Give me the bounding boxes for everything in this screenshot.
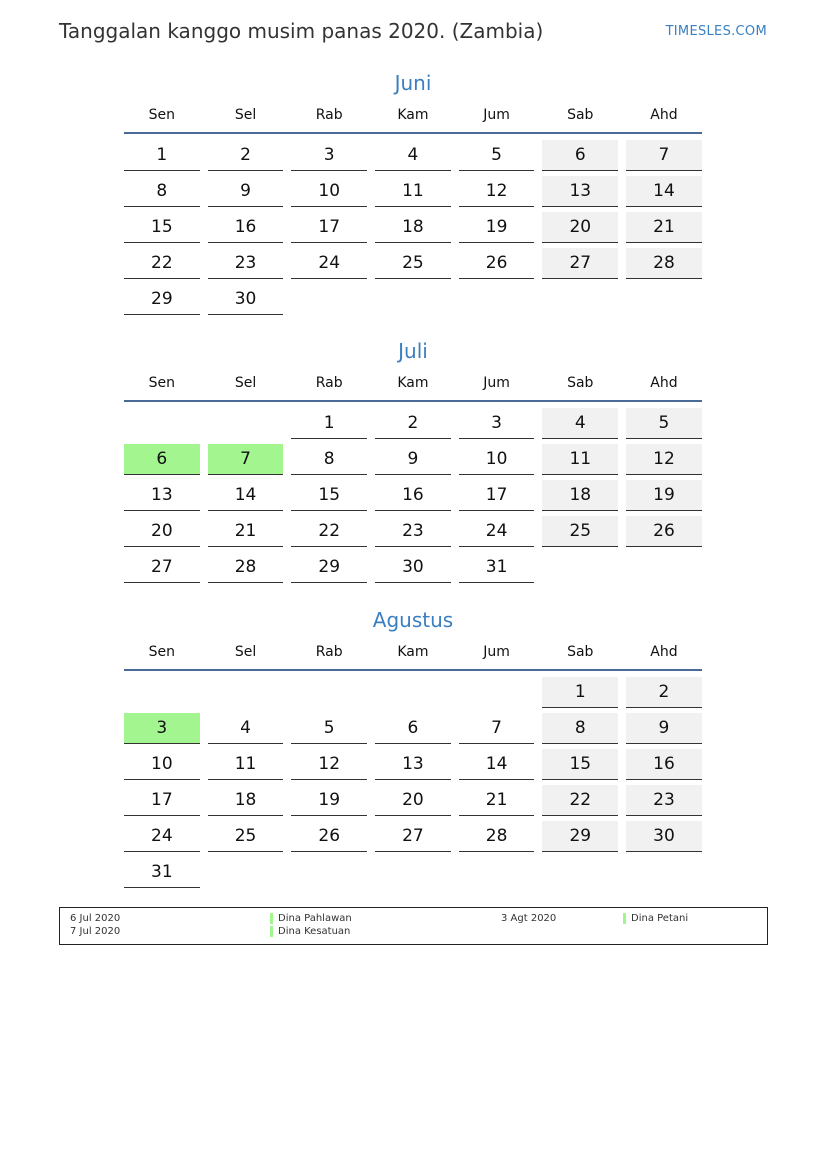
- day-cell: 4: [208, 713, 284, 744]
- weekday-header: [120, 635, 706, 669]
- calendar-cell: [120, 783, 204, 819]
- day-cell: 11: [375, 176, 451, 207]
- weekday-label: Sel: [234, 644, 257, 660]
- day-cell: 28: [208, 552, 284, 583]
- weekday-label: Sen: [148, 644, 176, 660]
- day-cell: 8: [291, 444, 367, 475]
- empty-day-cell: [291, 284, 367, 315]
- header-divider: [124, 669, 702, 671]
- day-cell: 18: [208, 785, 284, 816]
- week-row: [120, 514, 706, 550]
- calendar-cell: [120, 210, 204, 246]
- calendar-cell: [455, 246, 539, 282]
- day-cell: 16: [626, 749, 702, 780]
- day-cell: 5: [626, 408, 702, 439]
- holiday-marker-icon: [623, 913, 626, 924]
- header-divider: [124, 132, 702, 134]
- calendar-cell: [204, 282, 288, 318]
- day-cell: 7: [459, 713, 535, 744]
- legend-date: 3 Agt 2020: [501, 913, 557, 924]
- month-name: Agustus: [372, 608, 454, 632]
- day-cell: 5: [291, 713, 367, 744]
- legend-holiday-name: Dina Kesatuan: [278, 926, 351, 937]
- calendar-cell: [204, 675, 288, 711]
- weekday-label: Ahd: [650, 375, 678, 391]
- calendar-cell: [120, 819, 204, 855]
- week-row: [120, 210, 706, 246]
- calendar-cell: [538, 819, 622, 855]
- month-calendar: [120, 68, 706, 318]
- day-cell: 14: [626, 176, 702, 207]
- calendar-cell: [204, 783, 288, 819]
- calendar-cell: [371, 478, 455, 514]
- weekday-label: Ahd: [650, 644, 678, 660]
- weekday-label: Jum: [483, 375, 510, 391]
- legend-date: 6 Jul 2020: [70, 913, 121, 924]
- month-calendar: [120, 605, 706, 891]
- calendar-cell: [622, 514, 706, 550]
- day-cell: 4: [375, 140, 451, 171]
- empty-day-cell: [375, 284, 451, 315]
- calendar-cell: [622, 550, 706, 586]
- calendar-cell: [622, 138, 706, 174]
- holiday-day-cell: 7: [208, 444, 284, 475]
- day-cell: 23: [626, 785, 702, 816]
- week-row: [120, 747, 706, 783]
- day-cell: 26: [459, 248, 535, 279]
- day-cell: 17: [459, 480, 535, 511]
- calendar-cell: [287, 514, 371, 550]
- day-cell: 23: [375, 516, 451, 547]
- day-cell: 2: [626, 677, 702, 708]
- calendar-cell: [204, 819, 288, 855]
- day-cell: 29: [124, 284, 200, 315]
- calendar-cell: [538, 442, 622, 478]
- day-cell: 13: [124, 480, 200, 511]
- week-row: [120, 550, 706, 586]
- calendar-cell: [455, 514, 539, 550]
- day-cell: 29: [291, 552, 367, 583]
- day-cell: 10: [291, 176, 367, 207]
- weekday-label: Sab: [567, 107, 594, 123]
- calendar-cell: [120, 406, 204, 442]
- empty-day-cell: [459, 857, 535, 888]
- day-cell: 20: [375, 785, 451, 816]
- day-cell: 27: [542, 248, 618, 279]
- calendar-cell: [455, 442, 539, 478]
- day-cell: 22: [124, 248, 200, 279]
- calendar-cell: [204, 138, 288, 174]
- calendar-cell: [287, 855, 371, 891]
- calendar-cell: [622, 855, 706, 891]
- holiday-day-cell: 3: [124, 713, 200, 744]
- day-cell: 28: [459, 821, 535, 852]
- day-cell: 29: [542, 821, 618, 852]
- calendar-cell: [371, 711, 455, 747]
- day-cell: 24: [124, 821, 200, 852]
- day-cell: 25: [375, 248, 451, 279]
- calendar-cell: [622, 675, 706, 711]
- empty-day-cell: [208, 857, 284, 888]
- calendar-cell: [204, 855, 288, 891]
- calendar-cell: [538, 747, 622, 783]
- calendar-cell: [622, 174, 706, 210]
- week-row: [120, 675, 706, 711]
- header-divider: [124, 400, 702, 402]
- day-cell: 2: [375, 408, 451, 439]
- calendar-cell: [538, 174, 622, 210]
- calendar-cell: [538, 783, 622, 819]
- calendar-cell: [622, 210, 706, 246]
- legend-holiday-name: Dina Petani: [631, 913, 689, 924]
- calendar-cell: [371, 514, 455, 550]
- calendar-cell: [538, 246, 622, 282]
- empty-day-cell: [208, 677, 284, 708]
- holiday-marker-icon: [270, 926, 273, 937]
- weekday-label: Jum: [483, 107, 510, 123]
- weekday-label: Kam: [397, 644, 429, 660]
- day-cell: 11: [542, 444, 618, 475]
- calendar-cell: [120, 138, 204, 174]
- empty-day-cell: [542, 857, 618, 888]
- calendar-cell: [371, 210, 455, 246]
- day-cell: 9: [375, 444, 451, 475]
- weekday-header: [120, 98, 706, 132]
- calendar-cell: [371, 138, 455, 174]
- calendar-cell: [538, 282, 622, 318]
- day-cell: 27: [375, 821, 451, 852]
- calendar-cell: [622, 406, 706, 442]
- day-cell: 20: [542, 212, 618, 243]
- weekday-label: Rab: [315, 375, 343, 391]
- calendar-cell: [287, 442, 371, 478]
- day-cell: 1: [124, 140, 200, 171]
- week-row: [120, 138, 706, 174]
- day-cell: 25: [542, 516, 618, 547]
- month-name: Juli: [398, 339, 428, 363]
- calendar-cell: [622, 819, 706, 855]
- empty-day-cell: [375, 857, 451, 888]
- calendar-cell: [371, 747, 455, 783]
- calendar-cell: [204, 478, 288, 514]
- day-cell: 26: [626, 516, 702, 547]
- day-cell: 3: [459, 408, 535, 439]
- calendar-cell: [204, 174, 288, 210]
- weekday-label: Jum: [483, 644, 510, 660]
- calendar-cell: [120, 514, 204, 550]
- calendar-cell: [204, 246, 288, 282]
- calendar-cell: [120, 282, 204, 318]
- calendar-cell: [371, 855, 455, 891]
- month-name: Juni: [394, 71, 432, 95]
- calendar-cell: [287, 174, 371, 210]
- day-cell: 16: [208, 212, 284, 243]
- day-cell: 26: [291, 821, 367, 852]
- empty-day-cell: [291, 857, 367, 888]
- day-cell: 6: [375, 713, 451, 744]
- calendar-cell: [120, 442, 204, 478]
- week-row: [120, 406, 706, 442]
- calendar-cell: [455, 138, 539, 174]
- day-cell: 8: [542, 713, 618, 744]
- calendar-cell: [120, 855, 204, 891]
- weekday-label: Sen: [148, 107, 176, 123]
- weekday-label: Kam: [397, 107, 429, 123]
- empty-day-cell: [375, 677, 451, 708]
- empty-day-cell: [291, 677, 367, 708]
- day-cell: 7: [626, 140, 702, 171]
- calendar-cell: [120, 246, 204, 282]
- weekday-label: Sel: [234, 375, 257, 391]
- weekday-label: Sab: [567, 644, 594, 660]
- day-cell: 18: [542, 480, 618, 511]
- day-cell: 11: [208, 749, 284, 780]
- week-row: [120, 711, 706, 747]
- calendar-cell: [287, 675, 371, 711]
- calendar-cell: [538, 855, 622, 891]
- day-cell: 18: [375, 212, 451, 243]
- weekday-label: Sab: [567, 375, 594, 391]
- day-cell: 8: [124, 176, 200, 207]
- empty-day-cell: [542, 284, 618, 315]
- calendar-cell: [455, 550, 539, 586]
- empty-day-cell: [626, 284, 702, 315]
- calendar-cell: [455, 783, 539, 819]
- day-cell: 4: [542, 408, 618, 439]
- day-cell: 21: [208, 516, 284, 547]
- calendar-cell: [120, 174, 204, 210]
- calendar-cell: [120, 478, 204, 514]
- calendar-cell: [204, 550, 288, 586]
- day-cell: 19: [459, 212, 535, 243]
- day-cell: 30: [375, 552, 451, 583]
- calendar-cell: [371, 174, 455, 210]
- day-cell: 22: [542, 785, 618, 816]
- weekday-label: Kam: [397, 375, 429, 391]
- calendar-cell: [455, 819, 539, 855]
- day-cell: 10: [459, 444, 535, 475]
- calendar-cell: [204, 406, 288, 442]
- calendar-cell: [622, 711, 706, 747]
- holiday-marker-icon: [270, 913, 273, 924]
- day-cell: 14: [208, 480, 284, 511]
- empty-day-cell: [542, 552, 618, 583]
- calendar-cell: [538, 406, 622, 442]
- calendar-cell: [120, 747, 204, 783]
- month-calendar: [120, 336, 706, 586]
- weekday-label: Rab: [315, 644, 343, 660]
- calendar-cell: [622, 478, 706, 514]
- calendar-cell: [622, 282, 706, 318]
- calendar-cell: [455, 282, 539, 318]
- calendar-cell: [120, 550, 204, 586]
- empty-day-cell: [208, 408, 284, 439]
- calendar-cell: [287, 210, 371, 246]
- calendar-cell: [538, 711, 622, 747]
- calendar-cell: [455, 210, 539, 246]
- calendar-cell: [204, 747, 288, 783]
- calendar-cell: [371, 406, 455, 442]
- calendar-cell: [371, 550, 455, 586]
- day-cell: 12: [459, 176, 535, 207]
- week-row: [120, 282, 706, 318]
- empty-day-cell: [124, 677, 200, 708]
- day-cell: 19: [626, 480, 702, 511]
- weekday-label: Rab: [315, 107, 343, 123]
- legend-date: 7 Jul 2020: [70, 926, 121, 937]
- day-cell: 16: [375, 480, 451, 511]
- day-cell: 12: [626, 444, 702, 475]
- day-cell: 21: [459, 785, 535, 816]
- calendar-cell: [287, 246, 371, 282]
- week-row: [120, 478, 706, 514]
- week-row: [120, 246, 706, 282]
- calendar-cell: [538, 550, 622, 586]
- calendar-cell: [287, 819, 371, 855]
- day-cell: 27: [124, 552, 200, 583]
- day-cell: 25: [208, 821, 284, 852]
- day-cell: 21: [626, 212, 702, 243]
- day-cell: 2: [208, 140, 284, 171]
- day-cell: 19: [291, 785, 367, 816]
- calendar-cell: [371, 282, 455, 318]
- empty-day-cell: [459, 284, 535, 315]
- day-cell: 30: [208, 284, 284, 315]
- calendar-cell: [622, 442, 706, 478]
- calendar-cell: [120, 711, 204, 747]
- calendar-cell: [371, 819, 455, 855]
- weekday-label: Sen: [148, 375, 176, 391]
- day-cell: 1: [291, 408, 367, 439]
- day-cell: 5: [459, 140, 535, 171]
- calendar-cell: [287, 478, 371, 514]
- calendar-cell: [371, 246, 455, 282]
- calendar-cell: [455, 406, 539, 442]
- page-title: Tanggalan kanggo musim panas 2020. (Zambia): [59, 19, 544, 43]
- day-cell: 13: [542, 176, 618, 207]
- calendar-cell: [538, 514, 622, 550]
- day-cell: 22: [291, 516, 367, 547]
- calendar-cell: [204, 442, 288, 478]
- day-cell: 9: [626, 713, 702, 744]
- weekday-label: Ahd: [650, 107, 678, 123]
- empty-day-cell: [124, 408, 200, 439]
- day-cell: 13: [375, 749, 451, 780]
- calendar-cell: [622, 747, 706, 783]
- calendar-cell: [455, 675, 539, 711]
- calendar-cell: [120, 675, 204, 711]
- day-cell: 15: [124, 212, 200, 243]
- calendar-cell: [287, 783, 371, 819]
- calendar-cell: [455, 711, 539, 747]
- day-cell: 17: [124, 785, 200, 816]
- day-cell: 15: [542, 749, 618, 780]
- day-cell: 14: [459, 749, 535, 780]
- day-cell: 23: [208, 248, 284, 279]
- calendar-cell: [287, 550, 371, 586]
- calendar-cell: [622, 246, 706, 282]
- calendar-cell: [287, 282, 371, 318]
- day-cell: 9: [208, 176, 284, 207]
- calendar-cell: [455, 855, 539, 891]
- day-cell: 15: [291, 480, 367, 511]
- calendar-cell: [371, 675, 455, 711]
- calendar-cell: [287, 711, 371, 747]
- calendar-cell: [287, 747, 371, 783]
- day-cell: 10: [124, 749, 200, 780]
- week-row: [120, 855, 706, 891]
- legend-holiday-name: Dina Pahlawan: [278, 913, 352, 924]
- day-cell: 30: [626, 821, 702, 852]
- week-row: [120, 442, 706, 478]
- day-cell: 24: [459, 516, 535, 547]
- calendar-cell: [371, 783, 455, 819]
- calendar-cell: [204, 514, 288, 550]
- calendar-cell: [538, 478, 622, 514]
- day-cell: 31: [459, 552, 535, 583]
- empty-day-cell: [626, 857, 702, 888]
- day-cell: 6: [542, 140, 618, 171]
- week-row: [120, 174, 706, 210]
- week-row: [120, 783, 706, 819]
- calendar-cell: [204, 711, 288, 747]
- empty-day-cell: [459, 677, 535, 708]
- day-cell: 17: [291, 212, 367, 243]
- day-cell: 31: [124, 857, 200, 888]
- calendar-cell: [287, 406, 371, 442]
- calendar-cell: [204, 210, 288, 246]
- calendar-cell: [455, 174, 539, 210]
- calendar-cell: [371, 442, 455, 478]
- week-row: [120, 819, 706, 855]
- holiday-legend: [59, 907, 768, 945]
- day-cell: 20: [124, 516, 200, 547]
- calendar-cell: [538, 675, 622, 711]
- weekday-label: Sel: [234, 107, 257, 123]
- calendar-cell: [538, 210, 622, 246]
- calendar-cell: [622, 783, 706, 819]
- day-cell: 28: [626, 248, 702, 279]
- calendar-cell: [455, 478, 539, 514]
- calendar-cell: [287, 138, 371, 174]
- day-cell: 24: [291, 248, 367, 279]
- calendar-cell: [538, 138, 622, 174]
- day-cell: 3: [291, 140, 367, 171]
- holiday-day-cell: 6: [124, 444, 200, 475]
- day-cell: 12: [291, 749, 367, 780]
- weekday-header: [120, 366, 706, 400]
- empty-day-cell: [626, 552, 702, 583]
- calendar-cell: [455, 747, 539, 783]
- brand-link[interactable]: TIMESLES.COM: [665, 24, 767, 39]
- day-cell: 1: [542, 677, 618, 708]
